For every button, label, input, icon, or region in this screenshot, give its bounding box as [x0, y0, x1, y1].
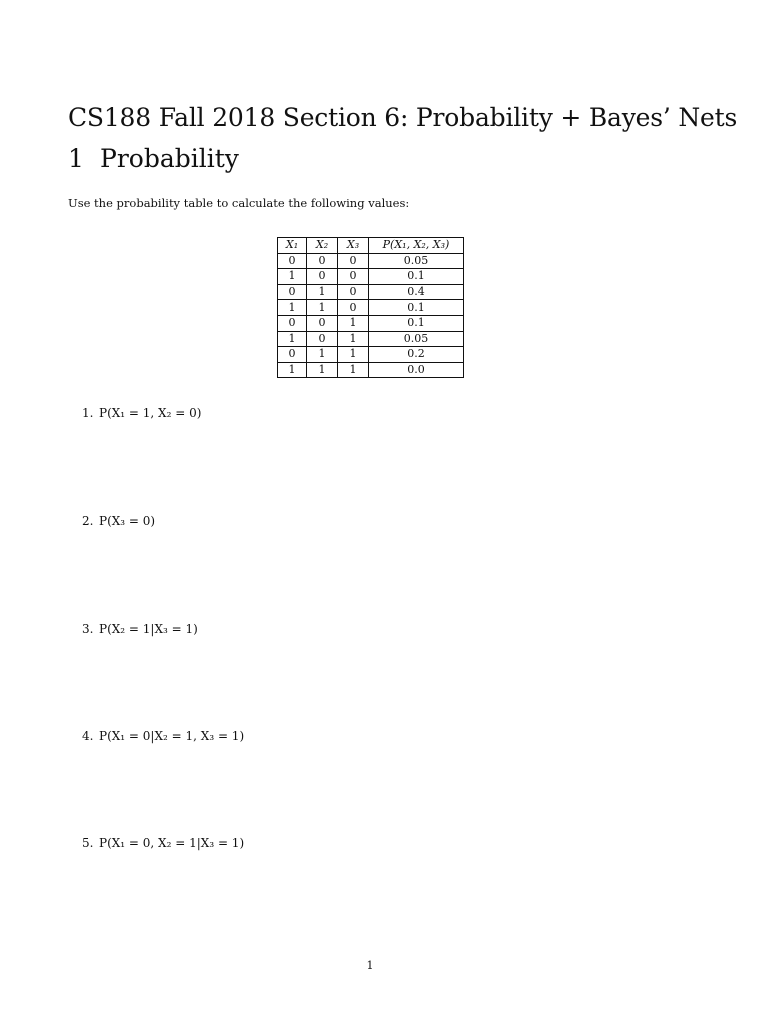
table-header-probability: P(X₁, X₂, X₃) [369, 238, 464, 254]
question-expression: P(X₁ = 0|X₂ = 1, X₃ = 1) [99, 729, 245, 743]
table-cell: 1 [307, 362, 338, 378]
question-number: 4. [82, 729, 94, 743]
table-header-x1: X₁ [278, 238, 307, 254]
question-expression: P(X₃ = 0) [99, 514, 156, 528]
probability-table [277, 237, 464, 378]
table-cell: 0.2 [369, 347, 464, 363]
table-cell: 0.0 [369, 362, 464, 378]
table-cell: 1 [307, 284, 338, 300]
section-number: 1 [68, 144, 84, 173]
table-cell: 1 [338, 362, 369, 378]
question-expression: P(X₁ = 1, X₂ = 0) [99, 406, 202, 420]
table-cell: 1 [338, 347, 369, 363]
table-cell: 1 [307, 300, 338, 316]
table-cell: 0.4 [369, 284, 464, 300]
question-expression: P(X₁ = 0, X₂ = 1|X₃ = 1) [99, 836, 245, 850]
table-row [278, 331, 464, 347]
table-cell: 0.05 [369, 253, 464, 269]
instructions-text: Use the probability table to calculate the following values: [68, 196, 410, 210]
question-5 [82, 836, 244, 850]
table-row [278, 269, 464, 285]
table-row [278, 315, 464, 331]
table-cell: 0 [338, 284, 369, 300]
table-row [278, 347, 464, 363]
table-cell: 0 [338, 269, 369, 285]
question-3 [82, 622, 198, 636]
table-cell: 0.05 [369, 331, 464, 347]
table-cell: 0.1 [369, 315, 464, 331]
table-header-row [278, 238, 464, 254]
question-2 [82, 514, 155, 528]
table-cell: 1 [278, 331, 307, 347]
table-cell: 1 [338, 331, 369, 347]
table-cell: 0 [278, 253, 307, 269]
table-row [278, 300, 464, 316]
table-cell: 0 [307, 315, 338, 331]
table-cell: 1 [278, 300, 307, 316]
table-cell: 0 [338, 300, 369, 316]
table-cell: 1 [338, 315, 369, 331]
question-expression: P(X₂ = 1|X₃ = 1) [99, 622, 198, 636]
table-cell: 0 [278, 284, 307, 300]
table-cell: 0.1 [369, 300, 464, 316]
section-title: Probability [100, 144, 239, 173]
question-1 [82, 406, 201, 420]
table-row [278, 253, 464, 269]
question-number: 1. [82, 406, 94, 420]
page-number: 1 [366, 959, 374, 972]
table-row [278, 362, 464, 378]
page-title: CS188 Fall 2018 Section 6: Probability + Bayes’ Nets [68, 102, 738, 132]
question-number: 2. [82, 514, 94, 528]
table-cell: 0 [307, 269, 338, 285]
table-header-x3: X₃ [338, 238, 369, 254]
table-cell: 1 [307, 347, 338, 363]
table-row [278, 284, 464, 300]
table-cell: 0 [307, 331, 338, 347]
question-4 [82, 729, 244, 743]
section-heading [68, 144, 239, 173]
question-number: 3. [82, 622, 94, 636]
table-cell: 0 [338, 253, 369, 269]
table-cell: 0.1 [369, 269, 464, 285]
table-header-x2: X₂ [307, 238, 338, 254]
table-cell: 0 [307, 253, 338, 269]
table-cell: 0 [278, 347, 307, 363]
table-cell: 0 [278, 315, 307, 331]
table-cell: 1 [278, 362, 307, 378]
table-cell: 1 [278, 269, 307, 285]
question-number: 5. [82, 836, 94, 850]
